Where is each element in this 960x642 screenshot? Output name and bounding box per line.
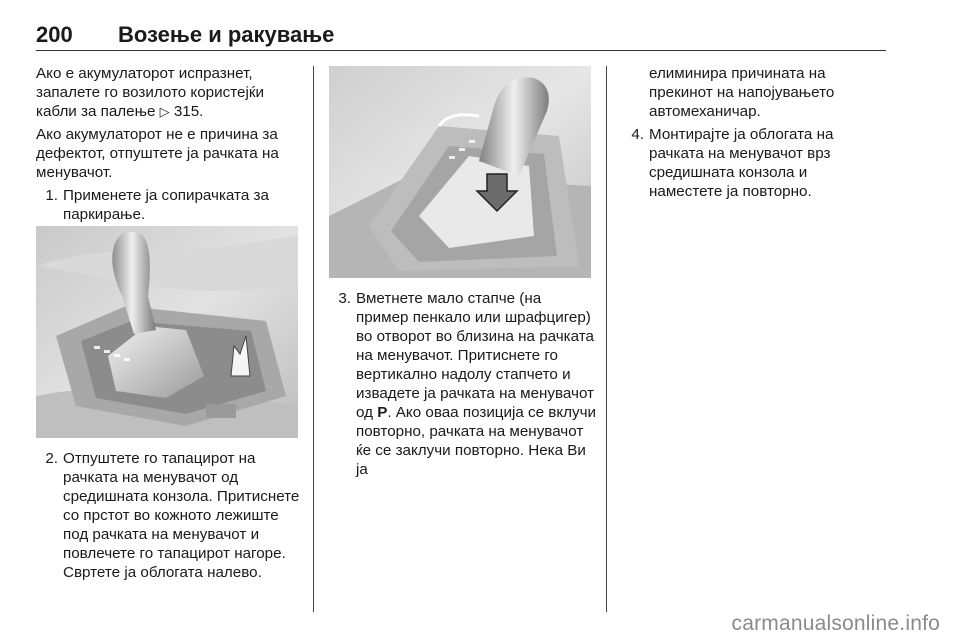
section-title: Возење и ракување bbox=[118, 22, 335, 47]
step-number: 2. bbox=[45, 450, 58, 467]
step-number: 4. bbox=[631, 126, 644, 143]
column-3-text bbox=[622, 64, 884, 205]
column-divider-1 bbox=[313, 66, 314, 612]
header-rule bbox=[36, 50, 886, 51]
arrow-right-icon: ▷ bbox=[159, 104, 170, 119]
paragraph-continuation: елиминира причината на прекинот на напојувањето автомеханичар. bbox=[649, 65, 835, 120]
page-number: 200 bbox=[36, 22, 73, 47]
step-text: Монтирајте ја облогата на рачката на менувачот врз средишната конзола и наместете ја повторно. bbox=[649, 126, 834, 200]
step-3 bbox=[329, 289, 597, 479]
paragraph-jump-start: Ако е акумулаторот испразнет, запалете го возилото користејќи кабли за палење ▷ 315. bbox=[36, 65, 264, 120]
step-2 bbox=[36, 449, 304, 582]
step-4 bbox=[622, 125, 884, 201]
step-number: 1. bbox=[45, 187, 58, 204]
gear-position-p: P bbox=[377, 404, 388, 421]
step-1 bbox=[36, 186, 304, 224]
column-1-text bbox=[36, 64, 304, 228]
column-2-text bbox=[329, 289, 597, 483]
column-divider-2 bbox=[606, 66, 607, 612]
step-number: 3. bbox=[338, 290, 351, 307]
figure-gear-lever-trim bbox=[36, 226, 298, 438]
step-text: Применете ја сопирачката за паркирање. bbox=[63, 187, 269, 223]
step-text: Вметнете мало стапче (на пример пенкало или шрафцигер) во отворот во близина на рачката на менувачот. Притиснете го вертикално надолу стапчето и извадете ја рачката на менувачот од P. Ако оваа позиција се вклучи повторно, рачката на менувачот ќе се заклучи повторно. Нека Ви ја bbox=[356, 290, 597, 478]
column-1-step-2 bbox=[36, 449, 304, 586]
watermark: carmanualsonline.info bbox=[731, 612, 940, 635]
step-text: Отпуштете го тапацирот на рачката на менувачот од средишната конзола. Притиснете со прстот во кожното лежиште под рачката на менувачот и повлечете го тапацирот нагоре. Свртете ја облогата налево. bbox=[63, 450, 300, 581]
paragraph-release-lever: Ако акумулаторот не е причина за дефектот, отпуштете ја рачката на менувачот. bbox=[36, 126, 279, 181]
figure-gear-lever-release bbox=[329, 66, 591, 278]
page-header bbox=[36, 22, 886, 52]
